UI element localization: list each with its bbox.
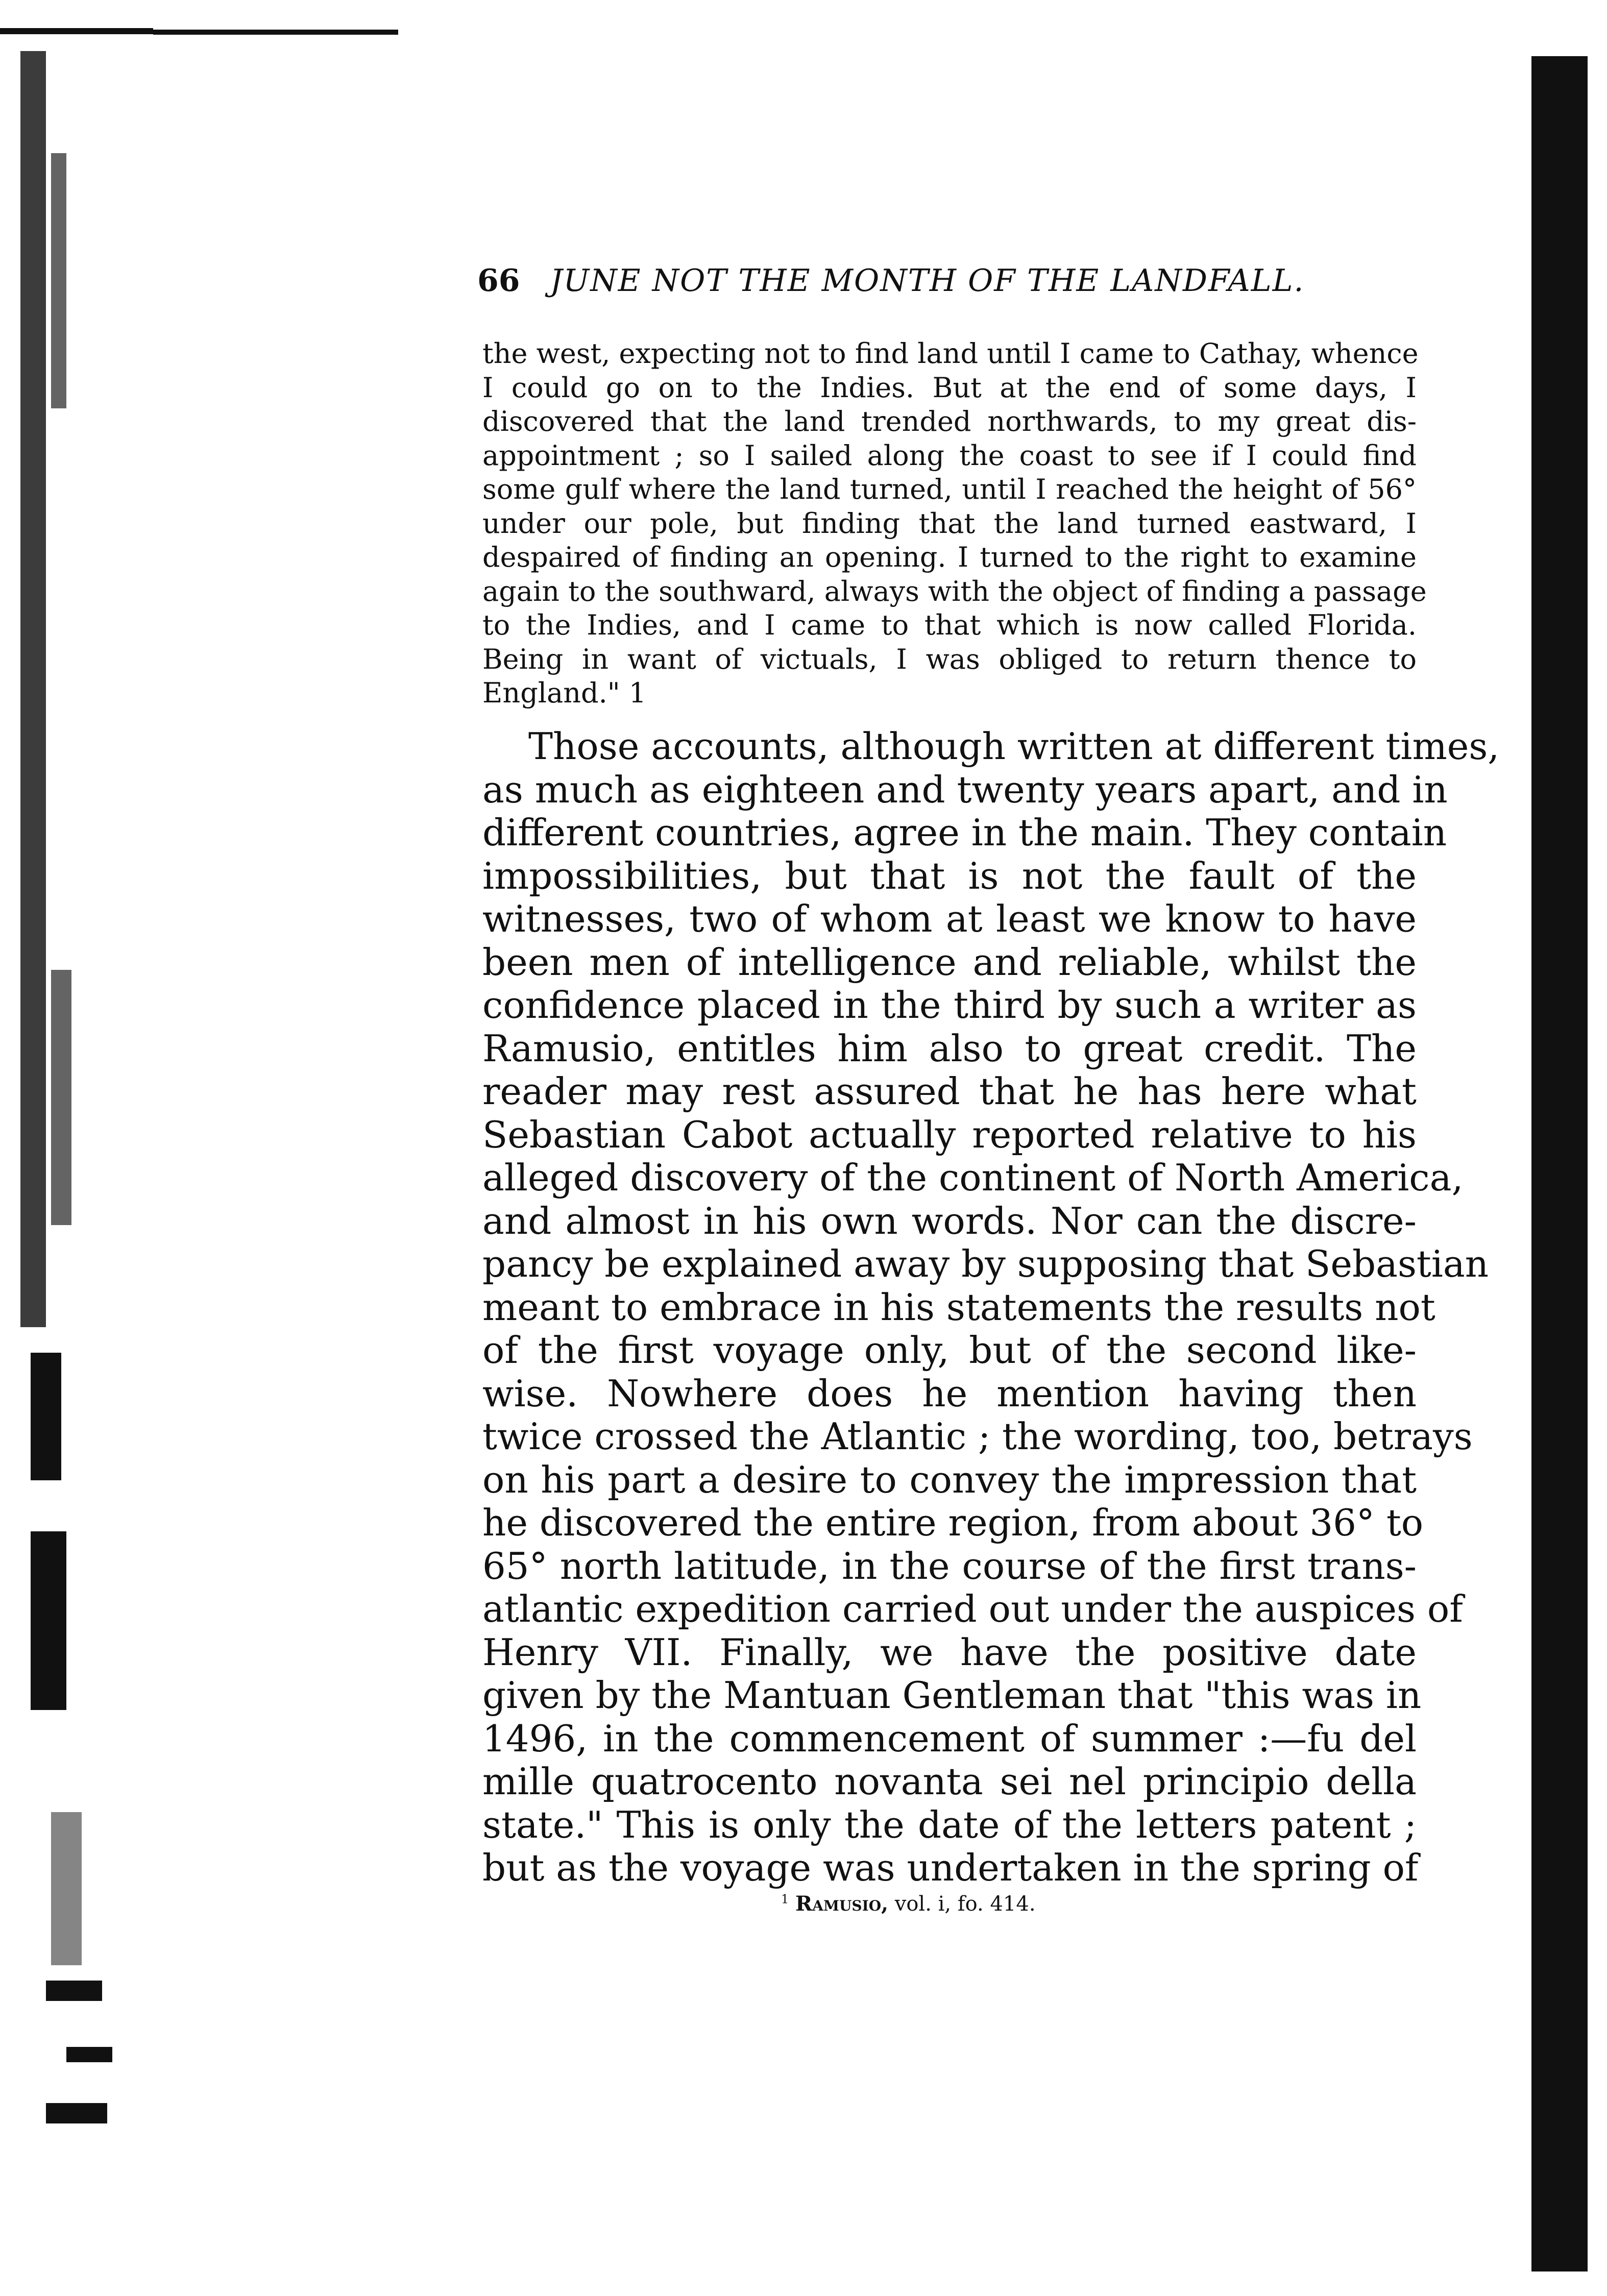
quoted-passage <box>482 337 1427 711</box>
text-line: despaired of finding an opening. I turned to the right to examine <box>482 541 1417 573</box>
page-number: 66 <box>477 263 520 299</box>
text-line: and almost in his own words. Nor can the discre- <box>482 1199 1417 1242</box>
text-line: wise. Nowhere does he mention having then <box>482 1372 1417 1415</box>
top-edge-line <box>153 30 398 35</box>
text-line: he discovered the entire region, from about 36° to <box>482 1501 1424 1544</box>
body-paragraph <box>482 725 1500 1890</box>
text-line: witnesses, two of whom at least we know to have <box>482 897 1417 940</box>
text-line: 65° north latitude, in the course of the first trans- <box>482 1544 1417 1587</box>
footnote-detail: vol. i, fo. 414. <box>894 1892 1036 1916</box>
text-line: Ramusio, entitles him also to great credit. The <box>482 1027 1417 1070</box>
text-line: Sebastian Cabot actually reported relative to his <box>482 1113 1417 1156</box>
text-line: mille quatrocento novanta sei nel principio della <box>482 1760 1417 1803</box>
text-line: state." This is only the date of the letters patent ; <box>482 1803 1417 1846</box>
text-line: 1496, in the commencement of summer :—fu del <box>482 1717 1417 1760</box>
text-line: atlantic expedition carried out under the auspices of <box>482 1587 1463 1630</box>
text-line: some gulf where the land turned, until I reached the height of 56° <box>482 473 1417 505</box>
text-line: pancy be explained away by supposing that Sebastian <box>482 1242 1489 1285</box>
text-line: Being in want of victuals, I was obliged to return thence to <box>482 643 1417 675</box>
text-line: Those accounts, although written at different times, <box>528 725 1500 768</box>
footnote <box>781 1891 1240 1917</box>
text-line: discovered that the land trended northwards, to my great dis- <box>482 405 1417 437</box>
scan-edge-right <box>1526 0 1607 2296</box>
text-line: the west, expecting not to find land until I came to Cathay, whence <box>482 337 1419 370</box>
text-line: to the Indies, and I came to that which is now called Florida. <box>482 609 1417 641</box>
text-line: alleged discovery of the continent of North America, <box>482 1156 1464 1199</box>
text-line: different countries, agree in the main. They contain <box>482 811 1447 854</box>
footnote-marker: 1 <box>781 1892 789 1907</box>
text-line: reader may rest assured that he has here what <box>482 1070 1417 1113</box>
running-head <box>477 263 1417 299</box>
text-line: twice crossed the Atlantic ; the wording, too, betrays <box>482 1415 1473 1458</box>
text-line: impossibilities, but that is not the fault of the <box>482 854 1417 897</box>
text-line: as much as eighteen and twenty years apart, and in <box>482 768 1448 811</box>
text-line: England." 1 <box>482 677 647 709</box>
text-line: again to the southward, always with the object of finding a passage <box>482 575 1427 607</box>
footnote-source: Ramusio, <box>795 1892 889 1916</box>
text-line: on his part a desire to convey the impression that <box>482 1458 1417 1501</box>
text-line: Henry VII. Finally, we have the positive date <box>482 1630 1417 1674</box>
text-line: confidence placed in the third by such a writer as <box>482 984 1417 1027</box>
text-line: but as the voyage was undertaken in the spring of <box>482 1846 1419 1889</box>
chapter-title: JUNE NOT THE MONTH OF THE LANDFALL. <box>550 263 1305 299</box>
text-line: I could go on to the Indies. But at the end of some days, I <box>482 371 1417 404</box>
text-line: appointment ; so I sailed along the coast to see if I could find <box>482 439 1417 472</box>
scan-edge-left <box>0 0 153 2296</box>
text-line: of the first voyage only, but of the second like- <box>482 1329 1417 1372</box>
text-line: under our pole, but finding that the land turned eastward, I <box>482 507 1417 540</box>
text-line: given by the Mantuan Gentleman that "this was in <box>482 1674 1422 1717</box>
text-line: been men of intelligence and reliable, whilst the <box>482 940 1417 984</box>
text-line: meant to embrace in his statements the results not <box>482 1285 1435 1329</box>
